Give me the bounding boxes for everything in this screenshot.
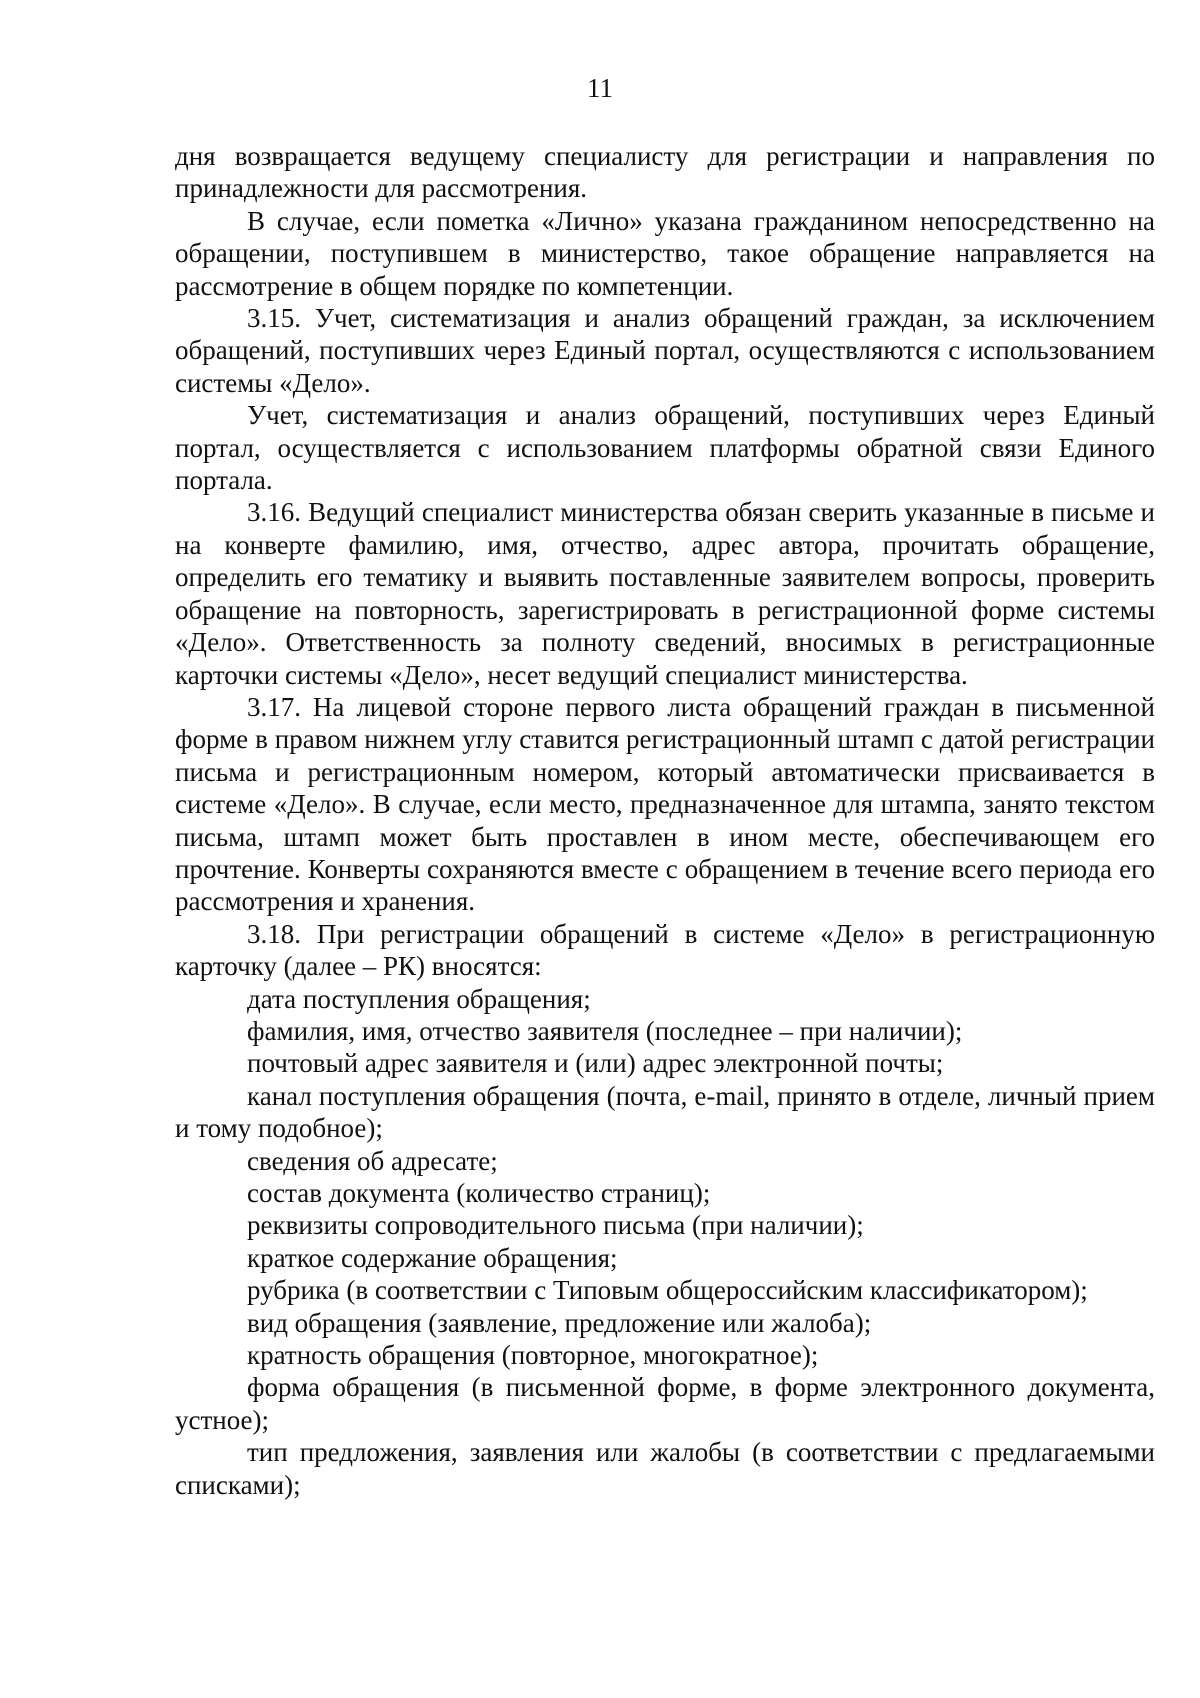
list-item: краткое содержание обращения; bbox=[247, 1242, 618, 1273]
list-item: фамилия, имя, отчество заявителя (последнее – при наличии); bbox=[247, 1015, 963, 1046]
paragraph-unified-portal: Учет, систематизация и анализ обращений, поступивших через Единый портал, осуществляется с использованием платформы обратной связи Единого портала. bbox=[175, 400, 1155, 496]
paragraph-3-18: 3.18. При регистрации обращений в системе «Дело» в регистрационную карточку (далее – РК) вносятся: bbox=[175, 918, 1155, 982]
paragraph-personal-mark: В случае, если пометка «Лично» указана гражданином непосредственно на обращении, поступившем в министерство, такое обращение направляется на рассмотрение в общем порядке по компетенции. bbox=[175, 205, 1155, 301]
paragraph-3-17: 3.17. На лицевой стороне первого листа обращений граждан в письменной форме в правом нижнем углу ставится регистрационный штамп с датой регистрации письма и регистрационным номером, который автоматически присваивается в системе «Дело». В случае, если место, предназначенное для штампа, занято текстом письма, штамп может быть проставлен в ином месте, обеспечивающем его прочтение. Конверты сохраняются вместе с обращением в течение всего периода его рассмотрения и хранения. bbox=[175, 691, 1155, 917]
list-item: тип предложения, заявления или жалобы (в соответствии с предлагаемыми списками); bbox=[175, 1437, 1155, 1500]
list-item: состав документа (количество страниц); bbox=[247, 1178, 711, 1208]
paragraph-3-16: 3.16. Ведущий специалист министерства обязан сверить указанные в письме и на конверте фамилию, имя, отчество, адрес автора, прочитать обращение, определить его тематику и выявить поставленные заявителем вопросы, проверить обращение на повторность, зарегистрировать в регистрационной форме системы «Дело». Ответственность за полноту сведений, вносимых в регистрационные карточки системы «Дело», несет ведущий специалист министерства. bbox=[175, 497, 1155, 690]
list-item: кратность обращения (повторное, многократное); bbox=[247, 1340, 819, 1371]
document-body bbox=[175, 140, 1155, 1501]
list-item: почтовый адрес заявителя и (или) адрес электронной почты; bbox=[247, 1048, 944, 1079]
list-item: реквизиты сопроводительного письма (при наличии); bbox=[247, 1210, 864, 1241]
list-item: форма обращения (в письменной форме, в форме электронного документа, устное); bbox=[175, 1372, 1155, 1435]
paragraph-continuation: дня возвращается ведущему специалисту для регистрации и направления по принадлежности для рассмотрения. bbox=[175, 141, 1155, 204]
page-number: 11 bbox=[587, 73, 613, 103]
list-item: рубрика (в соответствии с Типовым общероссийским классификатором); bbox=[247, 1275, 1088, 1306]
list-item: сведения об адресате; bbox=[247, 1145, 498, 1176]
list-item: вид обращения (заявление, предложение или жалоба); bbox=[247, 1307, 872, 1338]
paragraph-3-15: 3.15. Учет, систематизация и анализ обращений граждан, за исключением обращений, поступивших через Единый портал, осуществляются с использованием системы «Дело». bbox=[175, 303, 1155, 398]
list-item: канал поступления обращения (почта, e-mail, принято в отделе, личный прием и тому подобное); bbox=[175, 1080, 1155, 1144]
list-item: дата поступления обращения; bbox=[247, 983, 591, 1014]
